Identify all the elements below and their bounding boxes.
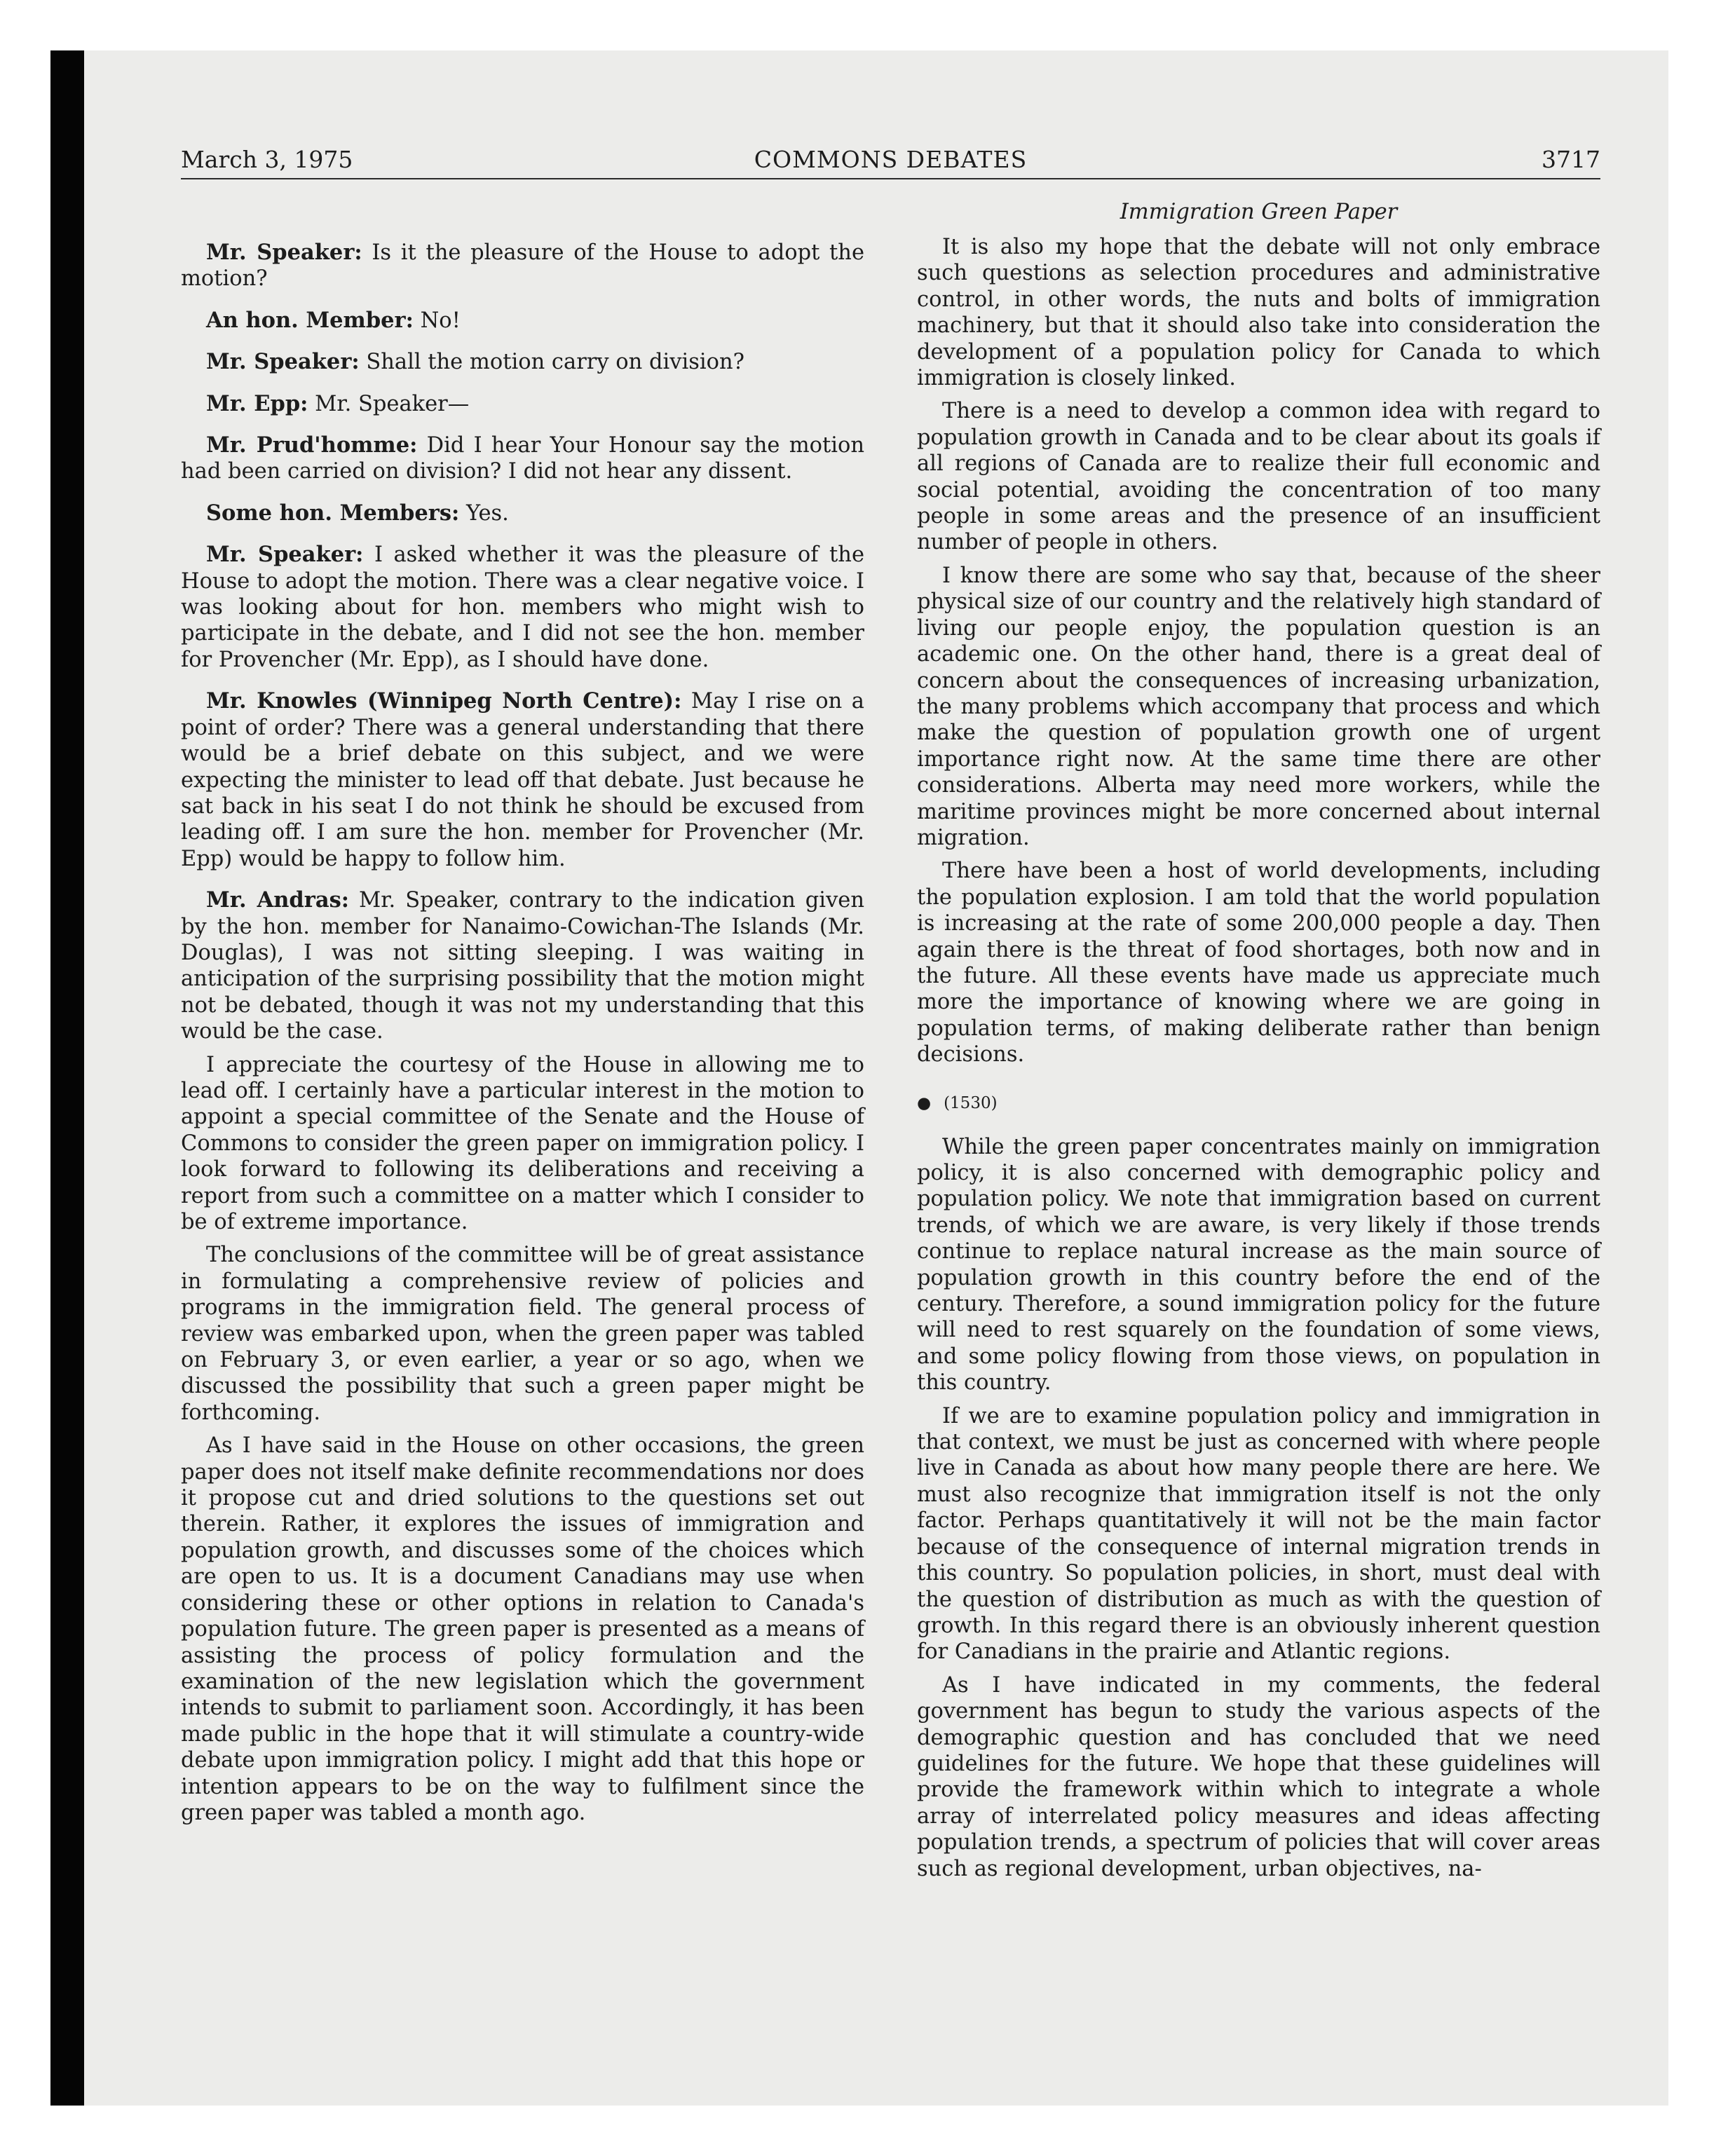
speech-text: Mr. Speaker— bbox=[315, 391, 470, 416]
speaker-name: Mr. Andras: bbox=[206, 887, 350, 913]
speech-text: Did I hear Your Honour say the motion had been carried on division? I did not hear any dissent. bbox=[181, 433, 864, 484]
right-column bbox=[917, 198, 1600, 1882]
header-page-number: 3717 bbox=[1542, 146, 1600, 173]
speech-paragraph bbox=[181, 542, 864, 673]
body-paragraph: There have been a host of world developments, including the population explosion. I am told that the world population is increasing at the rate of some 200,000 people a day. Then again there is the threat of food shortages, both now and in the future. All these events have made us appreciate much more the importance of knowing where we are going in population terms, of making deliberate rather than benign decisions. bbox=[917, 859, 1600, 1067]
section-subheading: Immigration Green Paper bbox=[1120, 200, 1398, 224]
body-paragraph: As I have indicated in my comments, the federal government has begun to study the various aspects of the demographic question and has concluded that we need guidelines for the future. We hope that these guidelines will provide the framework within which to integrate a whole array of interrelated policy measures and ideas affecting population trends, a spectrum of policies that will cover areas such as regional development, urban objectives, na- bbox=[917, 1672, 1600, 1881]
header-date: March 3, 1975 bbox=[181, 146, 353, 173]
scan-edge-shadow bbox=[50, 50, 84, 2106]
speech-paragraph bbox=[181, 308, 864, 334]
speaker-name: Mr. Knowles (Winnipeg North Centre): bbox=[206, 688, 682, 714]
body-paragraph: As I have said in the House on other occasions, the green paper does not itself make definite recommendations nor does it propose cut and dried solutions to the questions set out therein. Rather, it explores the issues of immigration and population growth, and discusses some of the choices which are open to us. It is a document Canadians may use when considering these or other options in relation to Canada's population future. The green paper is presented as a means of assisting the process of policy formulation and the examination of the new legislation which the government intends to submit to parliament soon. Accordingly, it has been made public in the hope that it will stimulate a country-wide debate upon immigration policy. I might add that this hope or intention appears to be on the way to fulfilment since the green paper was tabled a month ago. bbox=[181, 1433, 864, 1825]
speaker-name: Some hon. Members: bbox=[206, 500, 460, 526]
speech-paragraph bbox=[181, 688, 864, 872]
speaker-name: Mr. Speaker: bbox=[206, 542, 364, 568]
bullet-icon: ● bbox=[917, 1093, 932, 1112]
speech-paragraph bbox=[181, 500, 864, 526]
speech-text: Yes. bbox=[465, 500, 509, 526]
body-paragraph: It is also my hope that the debate will not only embrace such questions as selection procedures and administrative control, in other words, the nuts and bolts of immigration machinery, but that it should also take into consideration the development of a population policy for Canada to which immigration is closely linked. bbox=[917, 235, 1600, 391]
speech-text: I asked whether it was the pleasure of the House to adopt the motion. There was a clear negative voice. I was looking about for hon. members who might wish to participate in the debate, and I did not see the hon. member for Provencher (Mr. Epp), as I should have done. bbox=[181, 543, 864, 672]
speaker-name: Mr. Speaker: bbox=[206, 240, 362, 265]
speech-text: May I rise on a point of order? There was a general understanding that there would be a brief debate on this subject, and we were expecting the minister to lead off that debate. Just because he sat back in his seat I do not think he should be excused from leading off. I am sure the hon. member for Provencher (Mr. Epp) would be happy to follow him. bbox=[181, 689, 864, 871]
speech-paragraph bbox=[181, 887, 864, 1044]
body-paragraph: I know there are some who say that, because of the sheer physical size of our country and the relatively high standard of living our people enjoy, the population question is an academic one. On the other hand, there is a great deal of concern about the consequences of increasing urbanization, the many problems which accompany that process and which make the question of population growth one of urgent importance right now. At the same time there are other considerations. Alberta may need more workers, while the maritime provinces might be more concerned about internal migration. bbox=[917, 563, 1600, 850]
speech-paragraph bbox=[181, 349, 864, 375]
speech-text: Is it the pleasure of the House to adopt the motion? bbox=[181, 240, 865, 292]
speech-text: No! bbox=[420, 308, 461, 333]
speaker-name: Mr. Epp: bbox=[206, 390, 308, 416]
time-marker-text: (1530) bbox=[944, 1093, 998, 1112]
body-paragraph: I appreciate the courtesy of the House in allowing me to lead off. I certainly have a particular interest in the motion to appoint a special committee of the Senate and the House of Commons to consider the green paper on immigration policy. I look forward to following its deliberations and receiving a report from such a committee on a matter which I consider to be of extreme importance. bbox=[181, 1052, 864, 1234]
header-title: COMMONS DEBATES bbox=[754, 146, 1028, 173]
header-rule bbox=[181, 178, 1600, 179]
left-column bbox=[181, 198, 864, 1826]
speech-text: Mr. Speaker, contrary to the indication given by the hon. member for Nanaimo-Cowichan-The Islands (Mr. Douglas), I was not sitting sleeping. I was waiting in anticipation of the surprising possibility that the motion might not be debated, though it was not my understanding that this would be the case. bbox=[181, 888, 864, 1044]
speech-paragraph bbox=[181, 240, 864, 292]
body-paragraph: If we are to examine population policy and immigration in that context, we must be just as concerned with where people live in Canada as about how many people there are here. We must also recognize that immigration itself is not the only factor. Perhaps quantitatively it will not be the main factor because of the consequence of internal migration trends in this country. So population policies, in short, must deal with the question of distribution as much as with the question of growth. In this regard there is an obviously inherent question for Canadians in the prairie and Atlantic regions. bbox=[917, 1403, 1600, 1665]
body-paragraph: There is a need to develop a common idea with regard to population growth in Canada and to be clear about its goals if all regions of Canada are to realize their full economic and social potential, avoiding the concentration of too many people in some areas and the presence of an insufficient number of people in others. bbox=[917, 399, 1600, 555]
speaker-name: An hon. Member: bbox=[206, 307, 414, 333]
body-paragraph: The conclusions of the committee will be of great assistance in formulating a comprehensive review of policies and programs in the immigration field. The general process of review was embarked upon, when the green paper was tabled on February 3, or even earlier, a year or so ago, when we discussed the possibility that such a green paper might be forthcoming. bbox=[181, 1243, 864, 1425]
speech-paragraph bbox=[181, 432, 864, 485]
page-header bbox=[181, 146, 1600, 179]
body-paragraph: While the green paper concentrates mainly on immigration policy, it is also concerned with demographic policy and population policy. We note that immigration based on current trends, of which we are aware, is very likely if those trends continue to replace natural increase as the main source of population growth in this country before the end of the century. Therefore, a sound immigration policy for the future will need to rest squarely on the foundation of some views, and some policy flowing from those views, on population in this country. bbox=[917, 1134, 1600, 1396]
speech-paragraph bbox=[181, 391, 864, 417]
speaker-name: Mr. Speaker: bbox=[206, 349, 360, 375]
speaker-name: Mr. Prud'homme: bbox=[206, 432, 418, 458]
time-marker bbox=[917, 1089, 1600, 1117]
speech-text: Shall the motion carry on division? bbox=[366, 350, 745, 375]
